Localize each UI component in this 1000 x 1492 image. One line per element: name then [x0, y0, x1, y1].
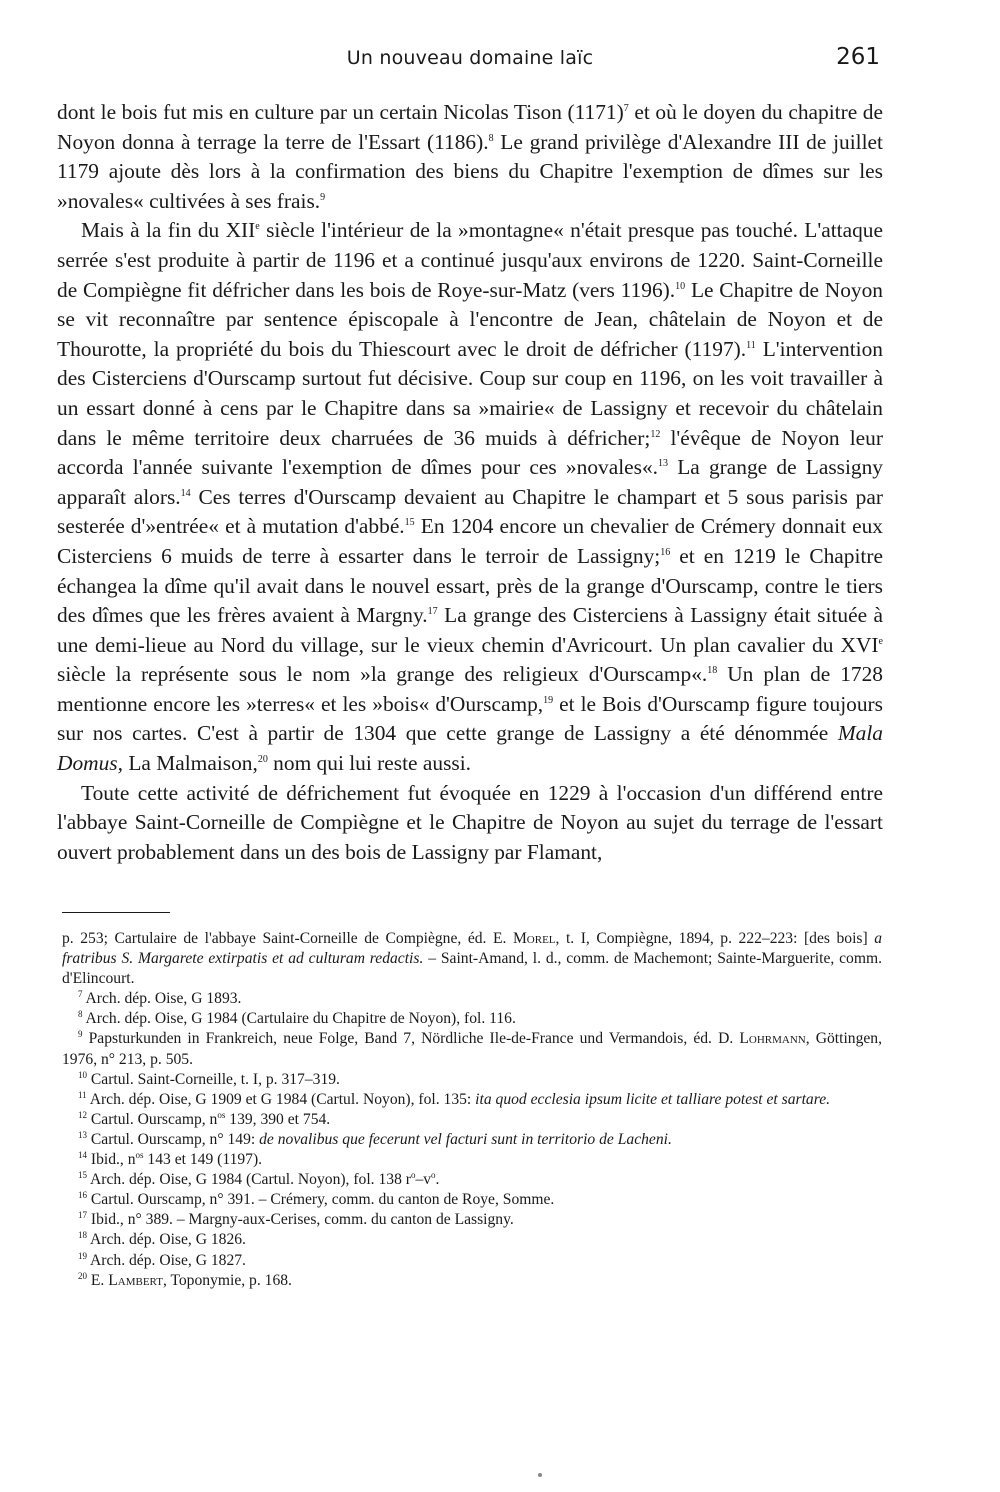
text-run: Le Chapitre de Noyon se vit reconnaître par sentence épiscopale à l'encontre de Jean, châtelain de Noyon et de Thourotte, la propriété du bois du Thiescourt avec le droit de défricher (1197).: [57, 277, 883, 361]
footnote-10: $^{10}$ Cartul. Saint-Corneille, t. I, p. 317–319.: [78, 1069, 340, 1088]
footnote-16: $^{16}$ Cartul. Ourscamp, n° 391. – Crémery, comm. du canton de Roye, Somme.: [78, 1190, 555, 1209]
text-run: La grange des Cisterciens à Lassigny était située à une demi-lieue au Nord du village, sur le vieux chemin d'Avricourt. Un plan cavalier du XVI: [57, 603, 884, 657]
footnote-ref: 10: [675, 280, 686, 292]
footnote-number: 7: [78, 989, 83, 1000]
footnote-number: 12: [78, 1109, 87, 1120]
paragraph-3: Toute cette activité de défrichement fut évoquée en 1229 à l'occasion d'un différend entre l'abbaye Saint-Corneille de Compiègne et le Chapitre de Noyon au sujet du terrage de l'essart ouvert probablement dans un des bois de Lassigny par Flamant,: [57, 780, 883, 864]
century-suffix: e: [878, 635, 883, 647]
footnotes: [62, 929, 882, 1291]
footnote-number: 14: [78, 1149, 87, 1160]
text-run: siècle l'intérieur de la »montagne« n'était presque pas touché. L'attaque serrée s'est produite à partir de 1196 et a continué jusqu'aux environs de 1220. Saint-Corneille de Compiègne fit défricher dans les bois de Roye-sur-Matz (vers 1196).: [57, 218, 883, 302]
text-run: L'intervention des Cisterciens d'Ourscamp surtout fut décisive. Coup sur coup en 1196, on les voit travailler à un essart donné à cens par le Chapitre dans sa »mairie« de Lassigny et recevoir du châtelain dans le même territoire deux charruées de 36 muids à défricher;: [57, 336, 883, 450]
footnote-ref: 8: [488, 132, 494, 144]
footnote-19: $^{19}$ Arch. dép. Oise, G 1827.: [78, 1250, 246, 1269]
page-number: 261: [836, 44, 880, 70]
footnote-number: 20: [78, 1270, 87, 1281]
footnote-number: 19: [78, 1250, 87, 1261]
footnote-12: $^{12}$ Cartul. Ourscamp, $n^{os}$ 139, 390 et 754.: [78, 1109, 331, 1128]
latin-quote: de novalibus que fecerunt vel facturi sunt in territorio de Lacheni.: [259, 1130, 672, 1148]
text-run: Mais à la fin du XII: [81, 218, 256, 243]
footnote-ref: 9: [320, 191, 326, 203]
text-run: Ces terres d'Ourscamp devaient au Chapitre le champart et 5 sous parisis par sesterée d'»entrée« et à mutation d'abbé.: [57, 484, 883, 539]
text-run: nom qui lui reste aussi.: [267, 751, 472, 776]
text-run: et le Bois d'Ourscamp figure toujours sur nos cartes. C'est à partir de 1304 que cette grange de Lassigny a été dénommée: [57, 691, 884, 746]
footnote-continuation: p. 253; Cartulaire de l'abbaye Saint-Corneille de Compiègne, éd. E. Morel, t. I, Compiègne, 1894, p. 222–223: [des bois] a fratribus S. Margarete extirpatis et ad culturam redactis. – Saint-Amand, l. d., comm. de Machemont; Sainte-Marguerite, comm. d'Elincourt.: [62, 930, 882, 988]
text-run: l'évêque de Noyon leur accorda l'année suivante l'exemption de dîmes pour ces »novales«.: [57, 425, 883, 480]
footnote-number: 16: [78, 1190, 87, 1201]
footnote-number: 18: [78, 1230, 87, 1241]
footnote-ref: 13: [658, 458, 669, 469]
footnote-number: 9: [78, 1029, 83, 1040]
footnote-13: $^{13}$ Cartul. Ourscamp, n° 149: de novalibus que fecerunt vel facturi sunt in territorio de Lacheni.: [78, 1129, 672, 1148]
text-run: La grange de Lassigny apparaît alors.: [57, 455, 883, 509]
paragraph-1: [57, 98, 883, 216]
footnote-20: $^{20}$ E. Lambert, Toponymie, p. 168.: [78, 1270, 292, 1289]
italic-term: Mala Domus,: [57, 721, 883, 776]
latin-quote: a fratribus S. Margarete extirpatis et ad culturam redactis.: [62, 930, 882, 968]
footnote-number: 17: [78, 1210, 87, 1221]
footnote-7: $^7$ Arch. dép. Oise, G 1893.: [78, 989, 242, 1008]
footnote-ref: 14: [180, 487, 191, 499]
text-run: dont le bois fut mis en culture par un certain Nicolas Tison (1171): [57, 100, 624, 124]
footnote-number: 11: [78, 1089, 87, 1100]
footnote-18: $^{18}$ Arch. dép. Oise, G 1826.: [78, 1230, 246, 1249]
text-run: et où le doyen du chapitre de Noyon donna à terrage la terre de l'Essart (1186).: [57, 100, 884, 154]
footnote-14: $^{14}$ Ibid., $n^{os}$ 143 et 149 (1197).: [78, 1149, 263, 1169]
footnote-17: $^{17}$ Ibid., n° 389. – Margny-aux-Cerises, comm. du canton de Lassigny.: [78, 1210, 514, 1229]
footnote-15: $^{15}$ Arch. dép. Oise, G 1984 (Cartul. Noyon), fol. 138 $r^o-v^o$.: [78, 1169, 440, 1189]
footnote-number: 8: [78, 1009, 83, 1020]
author-name: Lambert: [108, 1271, 163, 1289]
footnote-ref: 12: [650, 428, 661, 440]
text-run: Un plan de 1728 mentionne encore les »terres« et les »bois« d'Ourscamp,: [57, 662, 883, 716]
footnote-9: $^9$ Papsturkunden in Frankreich, neue Folge, Band 7, Nördliche Ile-de-France und Vermandois, éd. D. Lohrmann, Göttingen, 1976, n° 213, p. 505.: [62, 1029, 882, 1068]
footnote-ref: 19: [543, 694, 554, 706]
scan-speck: [538, 1473, 542, 1477]
running-title: Un nouveau domaine laïc: [346, 47, 594, 69]
century-suffix: e: [255, 221, 260, 233]
footnote-ref: 18: [707, 665, 718, 677]
latin-quote: ita quod ecclesia ipsum licite et talliare potest et sartare.: [475, 1090, 831, 1108]
footnote-ref: 11: [746, 339, 756, 351]
text-run: En 1204 encore un chevalier de Crémery donnait eux Cisterciens 6 muids de terre à essarter dans le terroir de Lassigny;: [57, 514, 883, 568]
footnote-8: $^8$ Arch. dép. Oise, G 1984 (Cartulaire du Chapitre de Noyon), fol. 116.: [78, 1009, 516, 1028]
footnote-number: 10: [78, 1069, 87, 1080]
footnote-ref: 15: [404, 517, 415, 529]
footnote-ref: 16: [660, 546, 671, 558]
footnote-number: 13: [78, 1129, 87, 1140]
footnote-ref: 20: [257, 753, 268, 765]
text-run: La Malmaison,: [122, 751, 258, 776]
footnote-separator: [62, 912, 170, 913]
paragraph-2: [57, 216, 883, 778]
text-run: siècle la représente sous le nom »la grange des religieux d'Ourscamp«.: [57, 662, 708, 687]
author-name: Morel: [512, 930, 556, 947]
footnote-ref: 7: [623, 102, 629, 114]
author-name: Lohrmann: [739, 1030, 806, 1048]
text-run: et en 1219 le Chapitre échangea la dîme qu'il avait dans le nouvel essart, près de la grange d'Ourscamp, contre le tiers des dîmes que les frères avaient à Margny.: [57, 543, 883, 628]
text-run: Le grand privilège d'Alexandre III de juillet 1179 ajoute dès lors à la confirmation des biens du Chapitre l'exemption de dîmes sur les »novales« cultivées à ses frais.: [57, 129, 883, 213]
footnote-ref: 17: [427, 605, 438, 617]
footnote-11: $^{11}$ Arch. dép. Oise, G 1909 et G 1984 (Cartul. Noyon), fol. 135: ita quod ecclesia ipsum licite et talliare potest et sartare.: [78, 1089, 831, 1108]
main-text: [57, 98, 883, 867]
footnote-number: 15: [78, 1169, 87, 1180]
